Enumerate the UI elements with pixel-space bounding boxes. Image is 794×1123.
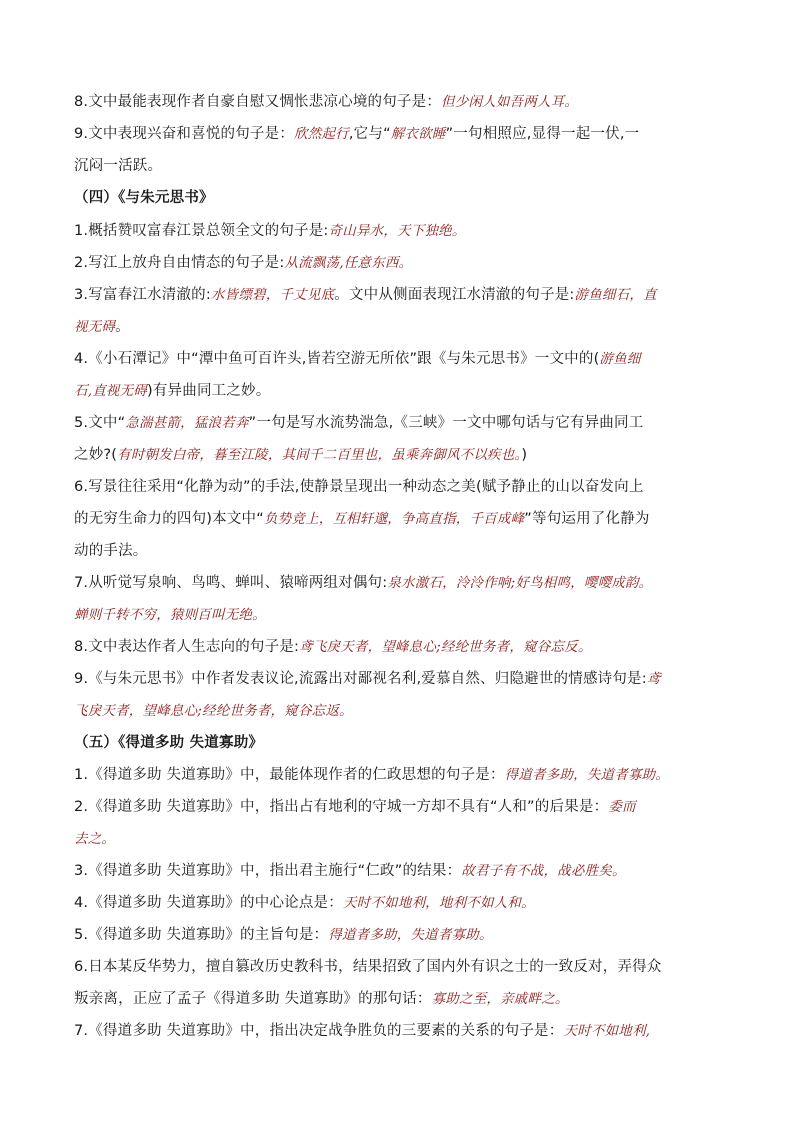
question-text: 沉闷一活跃。 <box>74 158 163 174</box>
answer-text: 泉水激石，泠泠作响;好鸟相鸣，嘤嘤成韵。 <box>387 575 653 591</box>
question-text: 3.《得道多助 失道寡助》中，指出君主施行“仁政”的结果： <box>74 863 462 879</box>
answer-text: 得道者多助，失道者寡助。 <box>328 927 493 943</box>
answer-text: 石,直视无碍 <box>74 383 147 399</box>
answer-text: 但少闲人如吾两人耳。 <box>441 94 579 110</box>
question-text: 之妙?( <box>74 447 118 463</box>
text-line <box>74 701 736 721</box>
question-text: 1.概括赞叹富春江景总领全文的句子是: <box>74 223 329 239</box>
answer-text: 有时朝发白帝，暮至江陵，其间千二百里也，虽乘奔御风不以疾也。 <box>117 447 522 463</box>
question-text: 5.《得道多助 失道寡助》的主旨句是： <box>74 927 329 943</box>
text-line <box>74 989 736 1009</box>
text-line <box>74 285 736 305</box>
text-line <box>74 413 736 433</box>
text-line <box>74 669 736 689</box>
text-line <box>74 861 736 881</box>
question-text: 1.《得道多助 失道寡助》中，最能体现作者的仁政思想的句子是： <box>74 767 505 783</box>
answer-text: 欣然起行 <box>294 126 349 142</box>
question-text: 9.文中表现兴奋和喜悦的句子是： <box>74 126 295 142</box>
question-text: 4.《得道多助 失道寡助》的中心论点是： <box>74 895 343 911</box>
question-text: 6.日本某反华势力，擅自篡改历史教科书，结果招致了国内外有识之士的一致反对，弄得众 <box>74 959 662 975</box>
question-text: ”一句是写水流势湍急,《三峡》一文中哪句话与它有异曲同工 <box>248 415 644 431</box>
section-heading <box>74 733 736 753</box>
question-text: 。 <box>115 319 130 335</box>
question-text: 2.写江上放舟自由情态的句子是: <box>74 255 285 271</box>
answer-text: 奇山异水，天下独绝。 <box>328 223 466 239</box>
question-text: 动的手法。 <box>74 543 148 559</box>
question-text: 6.写景往往采用“化静为动”的手法,使静景呈现出一种动态之美(赋予静止的山以奋发向上 <box>74 479 644 495</box>
question-text: ”一句相照应,显得一起一伏,一 <box>445 126 640 142</box>
answer-text: 得道者多助，失道者寡助。 <box>504 767 670 783</box>
section-heading <box>74 188 736 208</box>
answer-text: 解衣欲睡 <box>390 126 446 142</box>
text-line <box>74 1021 736 1041</box>
text-line <box>74 925 736 945</box>
question-text: 叛亲离，正应了孟子《得道多助 失道寡助》的那句话： <box>74 991 432 1007</box>
text-line <box>74 477 736 497</box>
text-line <box>74 573 736 593</box>
question-text: ”等句运用了化静为 <box>524 511 650 527</box>
answer-text: 鸢 <box>646 671 661 687</box>
question-text: 8.文中表达作者人生志向的句子是: <box>74 639 300 655</box>
question-text: )有异曲同工之妙。 <box>147 383 271 399</box>
answer-text: 委而 <box>608 799 636 815</box>
answer-text: 蝉则千转不穷，猿则百叫无绝。 <box>74 607 266 623</box>
question-text: （五）《得道多助 失道寡助》 <box>74 735 264 751</box>
question-text: 4.《小石潭记》中“潭中鱼可百许头,皆若空游无所依”跟《与朱元思书》一文中的( <box>74 351 600 367</box>
question-text: 3.写富春江水清澈的: <box>74 287 211 303</box>
text-line <box>74 637 736 657</box>
question-text: 7.从听觉写泉响、鸟鸣、蝉叫、猿啼两组对偶句: <box>74 575 388 591</box>
text-line <box>74 156 736 176</box>
answer-text: 去之。 <box>74 831 116 847</box>
text-line <box>74 829 736 849</box>
answer-text: 鸢飞戾天者，望峰息心;经纶世务者，窥谷忘反。 <box>299 639 592 655</box>
text-line <box>74 92 736 112</box>
answer-text: 飞戾天者，望峰息心;经纶世务者，窥谷忘返。 <box>74 703 353 719</box>
answer-text: 负势竞上，互相轩邈，争高直指，千百成峰 <box>263 511 525 527</box>
text-line <box>74 541 736 561</box>
question-text: 9.《与朱元思书》中作者发表议论,流露出对鄙视名利,爱慕自然、归隐避世的情感诗句是: <box>74 671 647 687</box>
text-line <box>74 765 736 785</box>
question-text: 。文中从侧面表现江水清澈的句子是: <box>334 287 575 303</box>
answer-text: 游鱼细石，直 <box>574 287 657 303</box>
question-text: 的无穷生命力的四句)本文中“ <box>74 511 264 527</box>
text-line <box>74 317 736 337</box>
text-line <box>74 253 736 273</box>
text-line <box>74 893 736 913</box>
question-text: 2.《得道多助 失道寡助》中，指出占有地利的守城一方却不具有“人和”的后果是： <box>74 799 609 815</box>
text-line <box>74 349 736 369</box>
answer-text: 急湍甚箭，猛浪若奔 <box>125 415 249 431</box>
answer-text: 天时不如地利, <box>563 1023 651 1039</box>
answer-text: 从流飘荡,任意东西。 <box>284 255 413 271</box>
answer-text: 视无碍 <box>74 319 116 335</box>
question-text: （四）《与朱元思书》 <box>74 190 214 206</box>
text-line <box>74 509 736 529</box>
question-text: ,它与“ <box>348 126 391 142</box>
text-line <box>74 797 736 817</box>
question-text: ) <box>521 447 528 463</box>
question-text: 8.文中最能表现作者自豪自慰又惆怅悲凉心境的句子是： <box>74 94 442 110</box>
answer-text: 故君子有不战，战必胜矣。 <box>461 863 626 879</box>
text-line <box>74 381 736 401</box>
text-line <box>74 957 736 977</box>
question-text: 5.文中“ <box>74 415 126 431</box>
text-line <box>74 605 736 625</box>
text-line <box>74 445 736 465</box>
answer-text: 游鱼细 <box>599 351 641 367</box>
answer-text: 寡助之至，亲戚畔之。 <box>431 991 569 1007</box>
answer-text: 天时不如地利，地利不如人和。 <box>342 895 535 911</box>
question-text: 7.《得道多助 失道寡助》中，指出决定战争胜负的三要素的关系的句子是： <box>74 1023 564 1039</box>
text-line <box>74 221 736 241</box>
text-line <box>74 124 736 144</box>
answer-text: 水皆缥碧，千丈见底 <box>210 287 335 303</box>
